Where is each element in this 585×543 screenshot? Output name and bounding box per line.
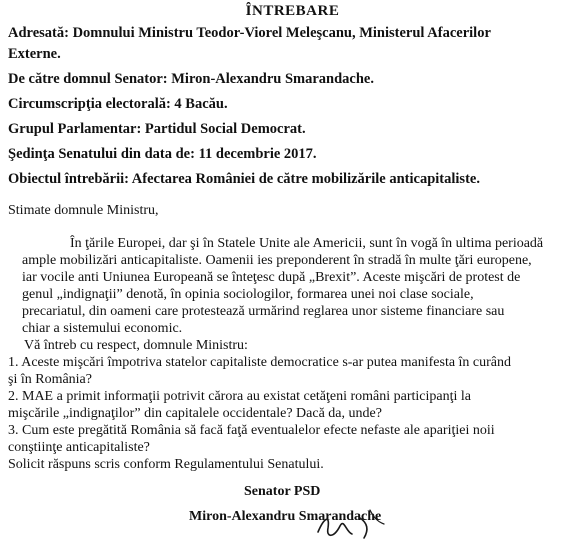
document-title: ÎNTREBARE bbox=[245, 3, 340, 19]
sender-line: De către domnul Senator: Miron-Alexandru Smarandache. bbox=[8, 71, 374, 87]
question-line: 2. MAE a primit informaţii potrivit cărora au existat cetăţeni români participanţi la bbox=[8, 389, 472, 404]
paragraph-line: ample mobilizări anticapitaliste. Oamenii ies preponderent în stradă în multe ţări europene, bbox=[22, 253, 532, 268]
paragraph-line: iar vocile anti Uniunea Europeană se înteţesc după „Brexit”. Aceste mişcări de protest de bbox=[22, 270, 521, 285]
question-line: 3. Cum este pregătită România să facă faţă eventualelor efecte nefaste ale apariţiei noii bbox=[8, 423, 495, 438]
subject-line: Obiectul întrebării: Afectarea României de către mobilizările anticapitaliste. bbox=[8, 171, 480, 187]
salutation: Stimate domnule Ministru, bbox=[8, 203, 159, 218]
question-line: conştiinţe anticapitaliste? bbox=[8, 440, 150, 455]
signature-role: Senator PSD bbox=[244, 484, 321, 499]
paragraph-line: chiar a sistemului economic. bbox=[22, 321, 183, 336]
addressee-line-1: Adresată: Domnului Ministru Teodor-Viorel Meleşcanu, Ministerul Afacerilor bbox=[8, 25, 491, 41]
questions-intro: Vă întreb cu respect, domnule Ministru: bbox=[24, 338, 248, 353]
constituency-line: Circumscripţia electorală: 4 Bacău. bbox=[8, 96, 228, 112]
paragraph-line: În ţările Europei, dar şi în Statele Unite ale Americii, sunt în vogă în ultima perioadă bbox=[70, 236, 544, 251]
addressee-line-2: Externe. bbox=[8, 46, 61, 62]
closing-line: Solicit răspuns scris conform Regulamentului Senatului. bbox=[8, 457, 324, 472]
question-line: mişcările „indignaţilor” din capitalele occidentale? Dacă da, unde? bbox=[8, 406, 382, 421]
question-line: 1. Aceste mişcări împotriva statelor capitaliste democratice s-ar putea manifesta în curând bbox=[8, 355, 512, 370]
signature-name: Miron-Alexandru Smarandache bbox=[189, 509, 382, 524]
handwritten-signature-icon bbox=[300, 488, 420, 543]
paragraph-line: precariatul, din oameni care protestează urmărind reglarea unor sisteme financiare sau bbox=[22, 304, 505, 319]
parliamentary-group-line: Grupul Parlamentar: Partidul Social Democrat. bbox=[8, 121, 306, 137]
question-line: şi în România? bbox=[8, 372, 92, 387]
paragraph-line: genul „indignaţii” denotă, în opinia sociologilor, formarea unei noi clase sociale, bbox=[22, 287, 474, 302]
session-date-line: Şedinţa Senatului din data de: 11 decembrie 2017. bbox=[8, 146, 317, 162]
